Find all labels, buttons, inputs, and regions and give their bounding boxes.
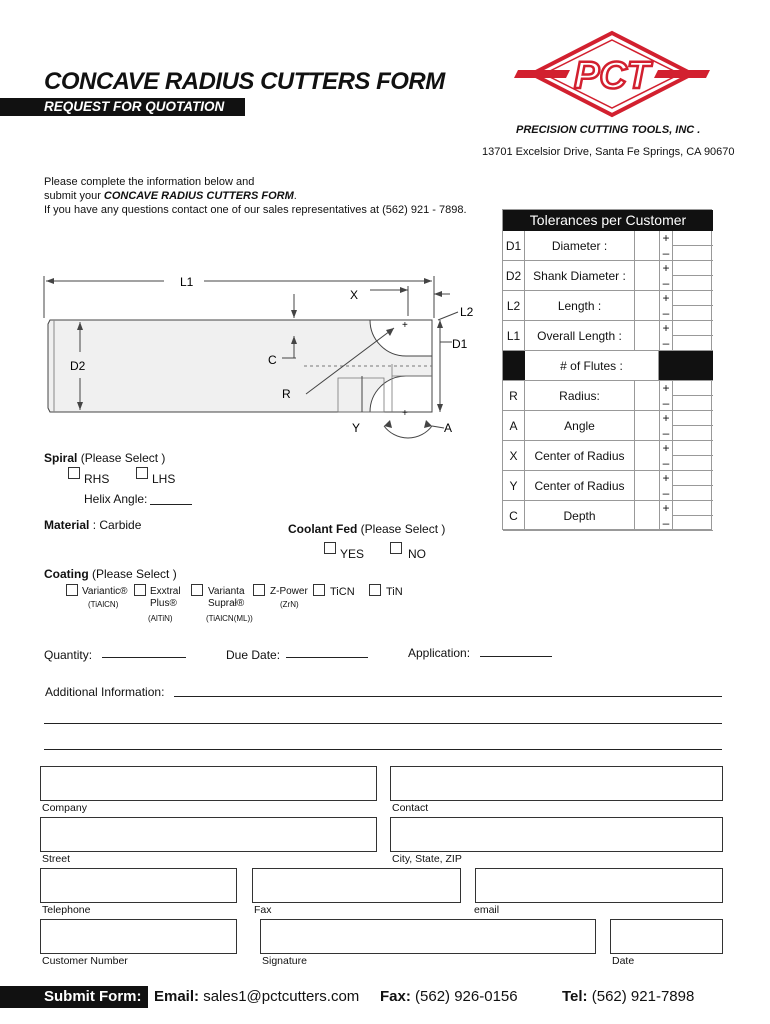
svg-text:+: + [402, 408, 408, 419]
coating-varianta-label: Varianta [208, 586, 245, 597]
tolerance-code: L2 [503, 291, 525, 320]
tolerance-row [503, 471, 713, 501]
svg-text:A: A [444, 421, 453, 435]
fax-input[interactable] [252, 868, 461, 903]
tolerance-code: Y [503, 471, 525, 500]
material-label: Material : Carbide [44, 518, 142, 532]
svg-text:X: X [350, 288, 359, 302]
signature-caption: Signature [262, 955, 307, 967]
signature-input[interactable] [260, 919, 596, 954]
fax-caption: Fax [254, 904, 272, 916]
helix-angle-label: Helix Angle: [84, 492, 148, 506]
tolerance-value-field[interactable] [635, 231, 659, 260]
plus-mark: + [662, 411, 670, 426]
form-title: CONCAVE RADIUS CUTTERS FORM [44, 68, 445, 95]
plus-minus-marks [659, 411, 673, 440]
coating-zpower-sub: (ZrN) [280, 600, 299, 609]
spiral-label: Spiral (Please Select ) [44, 451, 166, 465]
company-caption: Company [42, 802, 87, 814]
lhs-checkbox[interactable] [136, 467, 148, 479]
plus-tolerance-field[interactable] [673, 471, 713, 486]
tolerances-table [502, 209, 712, 530]
tolerance-row-black-left [503, 351, 525, 380]
tolerances-header: Tolerances per Customer [503, 210, 713, 231]
tolerance-row [503, 381, 713, 411]
minus-mark: – [662, 485, 670, 500]
minus-tolerance-field[interactable] [673, 516, 713, 531]
coating-exxtral-label-2: Plus® [150, 598, 177, 609]
coating-exxtral-checkbox[interactable] [134, 584, 146, 596]
coating-tin-checkbox[interactable] [369, 584, 381, 596]
rhs-checkbox[interactable] [68, 467, 80, 479]
tolerance-name: Overall Length : [525, 321, 635, 350]
tolerance-value-field[interactable] [635, 471, 659, 500]
coolant-yes-checkbox[interactable] [324, 542, 336, 554]
tolerance-name: Depth [525, 501, 635, 530]
tolerance-value-field[interactable] [635, 411, 659, 440]
svg-text:PCT: PCT [574, 55, 650, 97]
plus-minus-marks [659, 501, 673, 530]
plus-mark: + [662, 441, 670, 456]
svg-text:D1: D1 [452, 337, 468, 351]
footer-tel: Tel: (562) 921-7898 [562, 988, 695, 1005]
telephone-caption: Telephone [42, 904, 91, 916]
coating-zpower-checkbox[interactable] [253, 584, 265, 596]
additional-info-label: Additional Information: [45, 685, 165, 699]
contact-input[interactable] [390, 766, 723, 801]
plus-mark: + [662, 381, 670, 396]
plus-mark: + [662, 261, 670, 276]
cutter-diagram [40, 266, 480, 442]
svg-text:L2: L2 [460, 305, 474, 319]
rhs-label: RHS [84, 472, 110, 486]
due-date-field[interactable] [286, 657, 368, 658]
minus-tolerance-field[interactable] [673, 306, 713, 321]
intro-line-1: Please complete the information below and [44, 176, 255, 188]
plus-minus-marks [659, 291, 673, 320]
minus-tolerance-field[interactable] [673, 336, 713, 351]
coolant-no-checkbox[interactable] [390, 542, 402, 554]
additional-info-line-2[interactable] [44, 723, 722, 724]
coating-tin-label: TiN [386, 586, 403, 598]
svg-text:R: R [282, 387, 291, 401]
minus-mark: – [662, 455, 670, 470]
tolerance-value-field[interactable] [635, 321, 659, 350]
minus-tolerance-field[interactable] [673, 246, 713, 261]
application-label: Application: [408, 646, 471, 660]
tolerance-row-black-right [659, 351, 713, 380]
tolerance-name: Center of Radius [525, 441, 635, 470]
form-subtitle: REQUEST FOR QUOTATION [44, 99, 225, 114]
coating-label: Coating (Please Select ) [44, 567, 177, 581]
additional-info-line-1[interactable] [174, 696, 722, 697]
minus-mark: – [662, 515, 670, 530]
minus-mark: – [662, 425, 670, 440]
minus-tolerance-field[interactable] [673, 456, 713, 471]
plus-tolerance-field[interactable] [673, 261, 713, 276]
coolant-no-label: NO [408, 547, 426, 561]
tolerance-row [503, 291, 713, 321]
svg-text:Y: Y [352, 421, 361, 435]
additional-info-line-3[interactable] [44, 749, 722, 750]
svg-text:D2: D2 [70, 359, 86, 373]
minus-tolerance-field[interactable] [673, 426, 713, 441]
plus-minus-marks [659, 441, 673, 470]
coating-variantic-sub: (TiAlCN) [88, 600, 119, 609]
contact-caption: Contact [392, 802, 429, 814]
helix-angle-field[interactable] [150, 504, 192, 505]
tolerance-name: Angle [525, 411, 635, 440]
plus-mark: + [662, 231, 670, 246]
plus-minus-marks [659, 231, 673, 260]
minus-tolerance-field[interactable] [673, 396, 713, 411]
city-state-zip-caption: City, State, ZIP [392, 853, 462, 865]
street-caption: Street [42, 853, 71, 865]
due-date-label: Due Date: [226, 648, 281, 662]
date-input[interactable] [610, 919, 723, 954]
plus-tolerance-field[interactable] [673, 381, 713, 396]
tolerance-name: Shank Diameter : [525, 261, 635, 290]
submit-form-label: Submit Form: [0, 986, 148, 1008]
tolerance-code: C [503, 501, 525, 530]
plus-tolerance-field[interactable] [673, 411, 713, 426]
pct-logo [512, 30, 712, 118]
company-name: PRECISION CUTTING TOOLS, INC . [516, 124, 701, 136]
coating-varianta-checkbox[interactable] [191, 584, 203, 596]
city-state-zip-input[interactable] [390, 817, 723, 852]
plus-mark: + [662, 321, 670, 336]
footer-email[interactable]: Email: sales1@pctcutters.com [154, 988, 360, 1005]
minus-tolerance-field[interactable] [673, 276, 713, 291]
tolerance-code: D1 [503, 231, 525, 260]
plus-tolerance-field[interactable] [673, 321, 713, 336]
plus-mark: + [662, 501, 670, 516]
telephone-input[interactable] [40, 868, 237, 903]
tolerance-code: L1 [503, 321, 525, 350]
plus-mark: + [662, 471, 670, 486]
tolerance-name: Length : [525, 291, 635, 320]
customer-number-input[interactable] [40, 919, 237, 954]
quantity-field[interactable] [102, 657, 186, 658]
minus-mark: – [662, 335, 670, 350]
minus-mark: – [662, 395, 670, 410]
application-field[interactable] [480, 656, 552, 657]
plus-mark: + [662, 291, 670, 306]
quantity-label: Quantity: [44, 648, 93, 662]
coating-ticn-label: TiCN [330, 586, 355, 598]
svg-text:C: C [268, 353, 277, 367]
coating-varianta-label-2: Suprał® [208, 598, 245, 609]
tolerance-code: A [503, 411, 525, 440]
tolerance-row [503, 441, 713, 471]
tolerance-value-field[interactable] [635, 291, 659, 320]
company-input[interactable] [40, 766, 377, 801]
intro-line-3: If you have any questions contact one of our sales representatives at (562) 921 - 7898. [44, 204, 467, 216]
plus-minus-marks [659, 261, 673, 290]
coating-zpower-label: Z-Power [270, 586, 308, 597]
tolerance-name: # of Flutes : [525, 351, 659, 380]
minus-mark: – [662, 245, 670, 260]
coating-ticn-checkbox[interactable] [313, 584, 325, 596]
minus-mark: – [662, 275, 670, 290]
svg-text:+: + [402, 320, 408, 331]
lhs-label: LHS [152, 472, 176, 486]
coating-variantic-label: Variantic® [82, 586, 128, 597]
footer-fax: Fax: (562) 926-0156 [380, 988, 518, 1005]
coolant-label: Coolant Fed (Please Select ) [288, 522, 446, 536]
tolerance-code: R [503, 381, 525, 410]
plus-tolerance-field[interactable] [673, 501, 713, 516]
tolerance-value-field[interactable] [635, 261, 659, 290]
tolerance-name: Radius: [525, 381, 635, 410]
tolerance-code: D2 [503, 261, 525, 290]
plus-tolerance-field[interactable] [673, 231, 713, 246]
subtitle-bar [0, 98, 245, 116]
street-input[interactable] [40, 817, 377, 852]
plus-minus-marks [659, 471, 673, 500]
tolerance-row [503, 501, 713, 531]
tolerance-row [503, 351, 713, 381]
tolerance-row [503, 261, 713, 291]
date-caption: Date [612, 955, 635, 967]
email-caption: email [474, 904, 500, 916]
coolant-yes-label: YES [340, 547, 365, 561]
tolerance-value-field[interactable] [635, 441, 659, 470]
plus-tolerance-field[interactable] [673, 291, 713, 306]
plus-minus-marks [659, 381, 673, 410]
submit-footer [0, 985, 770, 1011]
minus-mark: – [662, 305, 670, 320]
svg-text:L1: L1 [180, 275, 194, 289]
tolerance-row [503, 411, 713, 441]
tolerance-value-field[interactable] [635, 501, 659, 530]
coating-exxtral-sub: (AlTiN) [148, 614, 173, 623]
plus-tolerance-field[interactable] [673, 441, 713, 456]
minus-tolerance-field[interactable] [673, 486, 713, 501]
tolerance-row [503, 231, 713, 261]
email-input[interactable] [475, 868, 723, 903]
company-address: 13701 Excelsior Drive, Santa Fe Springs, CA 90670 [482, 146, 735, 158]
coating-varianta-sub: (TiAlCN(ML)) [206, 614, 253, 623]
tolerance-name: Center of Radius [525, 471, 635, 500]
tolerance-row [503, 321, 713, 351]
coating-exxtral-label: Exxtral [150, 586, 181, 597]
tolerance-name: Diameter : [525, 231, 635, 260]
coating-variantic-checkbox[interactable] [66, 584, 78, 596]
tolerance-value-field[interactable] [635, 381, 659, 410]
tolerance-code: X [503, 441, 525, 470]
customer-number-caption: Customer Number [42, 955, 128, 967]
plus-minus-marks [659, 321, 673, 350]
intro-line-2: submit your CONCAVE RADIUS CUTTERS FORM. [44, 190, 297, 202]
